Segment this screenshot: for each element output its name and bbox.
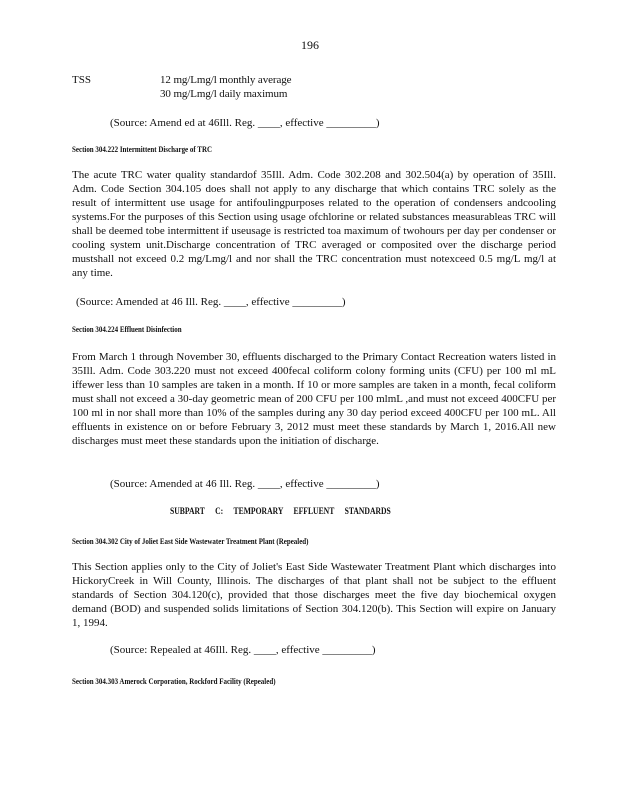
- section-304-224-heading: Section 304.224 Effluent Disinfection: [72, 324, 182, 334]
- tss-daily-maximum: 30 mg/Lmg/l daily maximum: [160, 88, 288, 100]
- source-note-2: (Source: Amended at 46 Ill. Reg. ____, effective _________): [76, 296, 346, 308]
- section-304-222-body: The acute TRC water quality standardof 35Ill. Adm. Code 302.208 and 302.504(a) by operation of 35Ill. Adm. Code Section 304.105 does shall not apply to any discharge that which contains TRC solely as the result of intermittent use usage for antifoulingpurposes related to the operation of condensers andcooling systems.For the purposes of this Section using usage ofchlorine or related substances measurableas TRC will shall be deemed tobe intermittent if useusage is restricted toa maximum of twohours per day per condenser or cooling system unit.Discharge concentration of TRC averaged or composited over the discharge period mustshall not exceed 0.2 mg/Lmg/l and nor shall the TRC concentration must notexceed 0.5 mg/L mg/l at any time.: [72, 169, 556, 279]
- section-304-222-heading: Section 304.222 Intermittent Discharge of TRC: [72, 144, 213, 154]
- tss-monthly-average: 12 mg/Lmg/l monthly average: [160, 74, 292, 86]
- subpart-c-heading: SUBPART C: TEMPORARY EFFLUENT STANDARDS: [170, 506, 391, 516]
- source-note-3: (Source: Amended at 46 Ill. Reg. ____, effective _________): [110, 478, 380, 490]
- source-note-4: (Source: Repealed at 46Ill. Reg. ____, effective _________): [110, 644, 376, 656]
- section-304-302-body: This Section applies only to the City of Joliet's East Side Wastewater Treatment Plant which discharges into HickoryCreek in Will County, Illinois. The discharges of that plant shall not be subject to the effluent standards of Section 304.120(c), provided that those discharges meet the five day biochemical oxygen demand (BOD) and suspended solids limitations of Section 304.120(b). This Section will expire on January 1, 1994.: [72, 561, 556, 629]
- section-304-224-body: From March 1 through November 30, effluents discharged to the Primary Contact Recreation waters listed in 35Ill. Adm. Code 303.220 must not exceed 400fecal coliform colony forming units (CFU) per 100 ml mL iffewer less than 10 samples are taken in a month. If 10 or more samples are taken in a month, fecal coliform must shall not exceed a 30-day geometric mean of 200 CFU per 100 mlmL ,and must not exceed 400CFU per 100 ml in nor shall more than 10% of the samples during any 30 day period exceed 400CFU per 100 mL. All effluents in existence on or before February 3, 2012 must meet these standards by March 1, 2016.All new discharges must meet these standards upon the initiation of discharge.: [72, 351, 556, 447]
- section-304-303-heading: Section 304.303 Amerock Corporation, Rockford Facility (Repealed): [72, 676, 276, 686]
- section-304-302-heading: Section 304.302 City of Joliet East Side Wastewater Treatment Plant (Repealed): [72, 536, 309, 546]
- source-note-1: (Source: Amend ed at 46Ill. Reg. ____, effective _________): [110, 117, 380, 129]
- tss-label: TSS: [72, 74, 91, 86]
- page-number: 196: [301, 38, 319, 52]
